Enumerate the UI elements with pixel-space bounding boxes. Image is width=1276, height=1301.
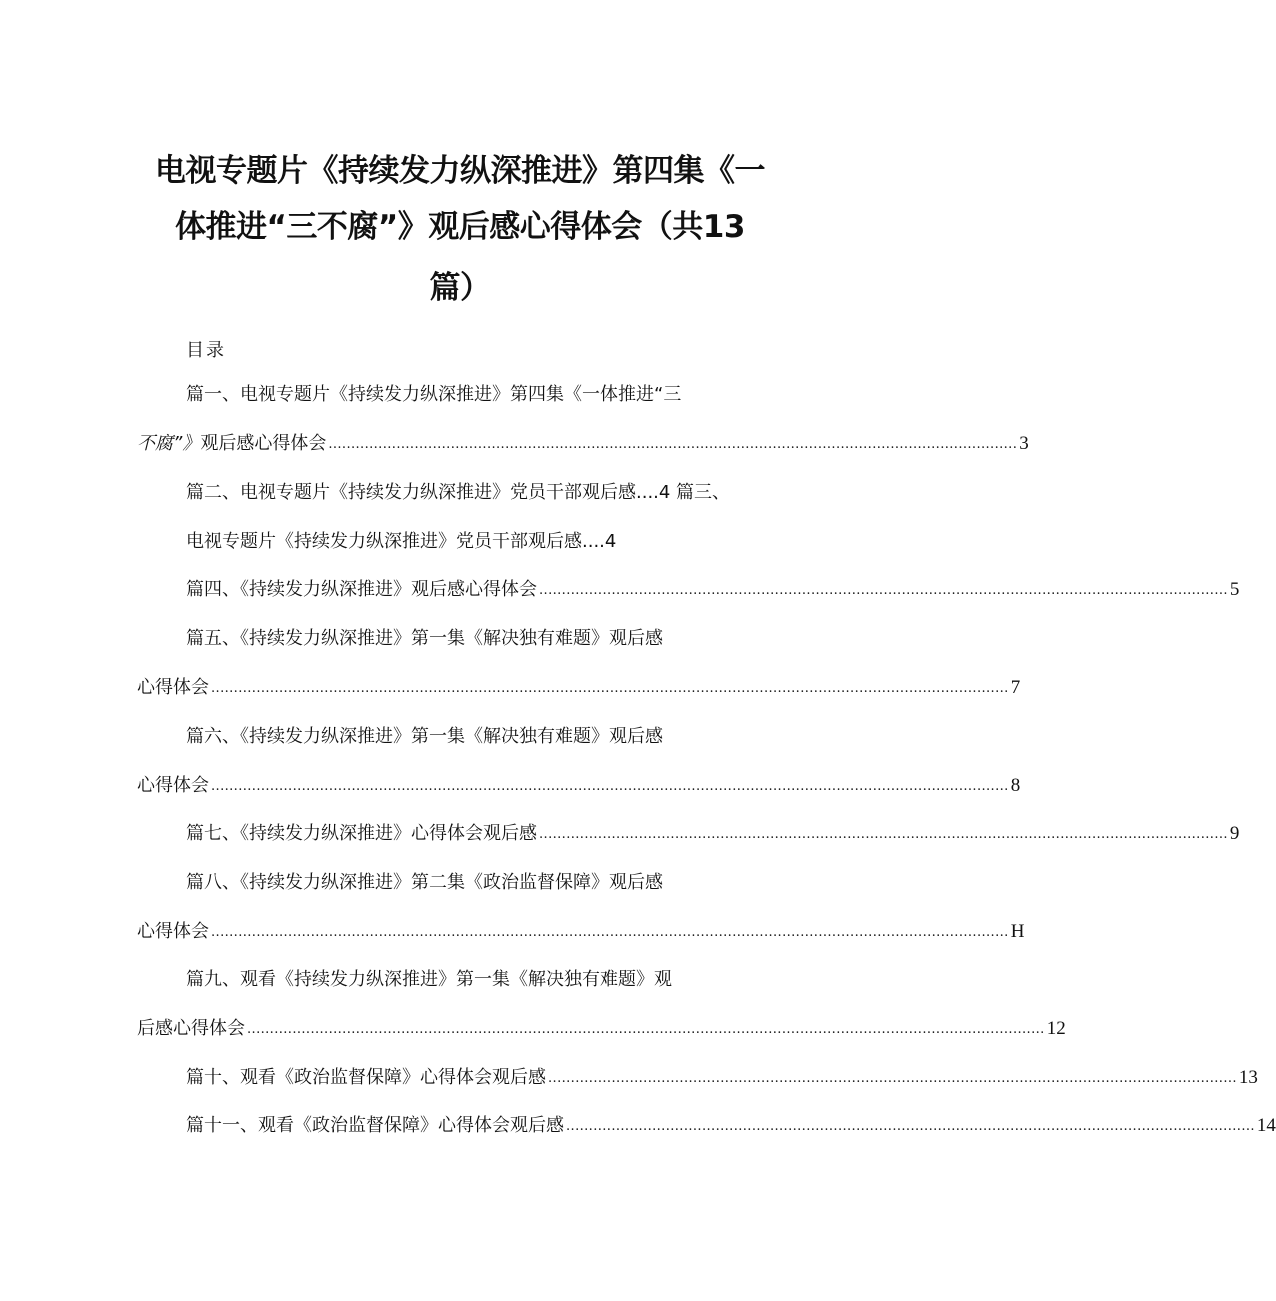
toc-leader-dots: ........................................................................................................................................................: [566, 1119, 1255, 1134]
toc-entry-6-line-2[interactable]: [137, 773, 1021, 797]
toc-leader-dots: ........................................................................................................................................................: [539, 583, 1228, 598]
toc-entry-text: 后感心得体会: [137, 1018, 245, 1039]
toc-entry-text: 篇六、《持续发力纵深推进》第一集《解决独有难题》观后感: [186, 726, 663, 747]
toc-page-number: 9: [1229, 823, 1240, 844]
toc-entry-text: 篇七、《持续发力纵深推进》心得体会观后感: [186, 823, 537, 844]
toc-leader-dots: ................................................................................................................................................................................: [211, 681, 1009, 696]
toc-entry-7[interactable]: [186, 821, 1240, 845]
toc-entry-text-italic: 不腐”》: [137, 433, 201, 454]
toc-entry-4[interactable]: [186, 577, 1240, 601]
toc-leader-dots: ........................................................................................................................................................: [328, 437, 1018, 452]
toc-page-number: 5: [1229, 579, 1240, 600]
toc-entry-text: 篇十一、观看《政治监督保障》心得体会观后感: [186, 1115, 564, 1136]
toc-entry-text: 篇十、观看《政治监督保障》心得体会观后感: [186, 1067, 546, 1088]
document-title-line-3: 篇）: [429, 270, 491, 306]
toc-entry-text: 观后感心得体会: [200, 433, 327, 454]
toc-page-number: 12: [1046, 1018, 1066, 1039]
toc-entry-2-line-1[interactable]: [186, 480, 786, 504]
toc-entry-10[interactable]: [186, 1065, 1258, 1089]
toc-page-number: 8: [1010, 775, 1021, 796]
toc-entry-text: 篇五、《持续发力纵深推进》第一集《解决独有难题》观后感: [186, 628, 663, 649]
toc-entry-text: 篇二、电视专题片《持续发力纵深推进》党员干部观后感....4 篇三、: [186, 482, 731, 503]
toc-entry-text: 电视专题片《持续发力纵深推进》党员干部观后感....4: [186, 531, 617, 552]
toc-page-number: 13: [1238, 1067, 1258, 1088]
toc-entry-text: 篇四、《持续发力纵深推进》观后感心得体会: [186, 579, 537, 600]
document-title-line-1: 电视专题片《持续发力纵深推进》第四集《一: [155, 153, 765, 189]
toc-page-number: 3: [1019, 433, 1029, 454]
toc-entry-1-line-1[interactable]: [186, 382, 746, 406]
toc-entry-text: 篇九、观看《持续发力纵深推进》第一集《解决独有难题》观: [186, 969, 672, 990]
toc-entry-9-line-1[interactable]: [186, 967, 746, 991]
document-title-line-2: 体推进“三不腐”》观后感心得体会（共13: [175, 209, 745, 245]
toc-page-number: 7: [1010, 677, 1021, 698]
toc-entry-8-line-1[interactable]: [186, 870, 746, 894]
toc-entry-6-line-1[interactable]: [186, 724, 746, 748]
toc-entry-5-line-1[interactable]: [186, 626, 746, 650]
toc-entry-text: 篇一、电视专题片《持续发力纵深推进》第四集《一体推进“三: [186, 384, 682, 405]
toc-entry-5-line-2[interactable]: [137, 675, 1021, 699]
toc-leader-dots: ........................................................................................................................................................: [539, 827, 1228, 842]
toc-heading: 目录: [186, 340, 226, 361]
toc-entry-8-line-2[interactable]: [137, 919, 1025, 943]
toc-leader-dots: ................................................................................................................................................................................: [211, 779, 1009, 794]
toc-leader-dots: ........................................................................................................................................................: [548, 1071, 1237, 1086]
toc-entry-9-line-2[interactable]: [137, 1016, 1066, 1040]
toc-leader-dots: ................................................................................................................................................................................: [211, 925, 1009, 940]
toc-page-number: H: [1010, 921, 1025, 942]
toc-leader-dots: ................................................................................................................................................................................: [247, 1022, 1045, 1037]
toc-entry-text: 心得体会: [137, 775, 209, 796]
toc-page-number: 14: [1256, 1115, 1276, 1136]
toc-entry-1-line-2[interactable]: [137, 431, 1029, 455]
toc-entry-text: 心得体会: [137, 677, 209, 698]
toc-entry-text: 篇八、《持续发力纵深推进》第二集《政治监督保障》观后感: [186, 872, 663, 893]
toc-entry-text: 心得体会: [137, 921, 209, 942]
toc-entry-3-line-2[interactable]: [186, 529, 746, 553]
toc-entry-11[interactable]: [186, 1113, 1276, 1137]
